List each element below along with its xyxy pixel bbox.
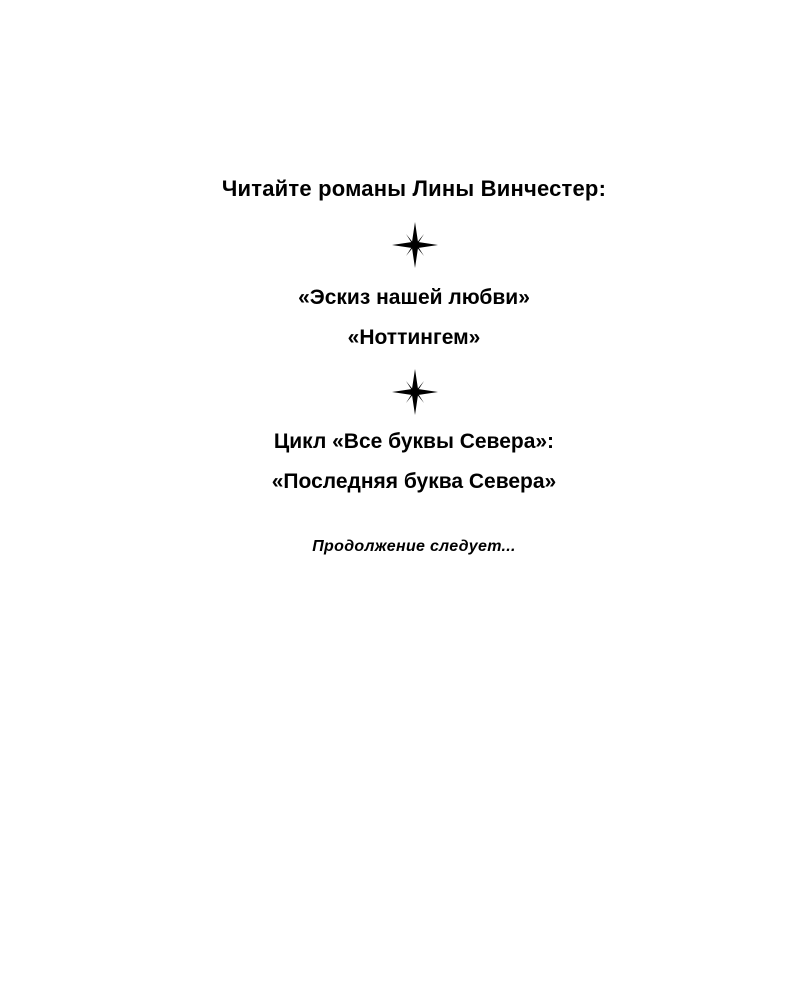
- book-title-sketch: «Эскиз нашей любви»: [298, 286, 530, 309]
- book-title-last-letter: «Последняя буква Севера»: [271, 470, 557, 493]
- four-point-star-icon: [391, 221, 439, 269]
- book-title-nottingham: «Ноттингем»: [347, 326, 481, 349]
- continued-note: Продолжение следует...: [312, 538, 516, 555]
- four-point-star-icon: [391, 368, 439, 416]
- cycle-title: Цикл «Все буквы Севера»:: [273, 430, 555, 453]
- page-heading: Читайте романы Лины Винчестер:: [221, 176, 607, 201]
